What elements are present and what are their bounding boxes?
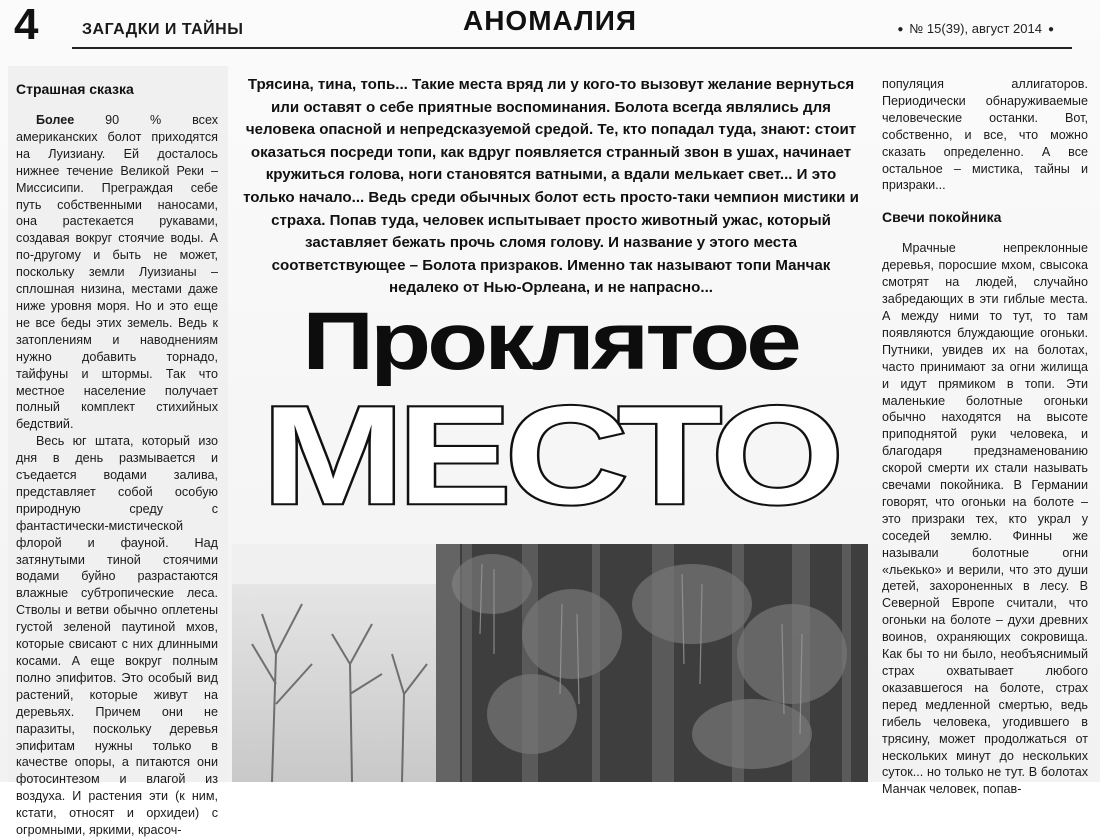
left-paragraph (16, 112, 218, 433)
right-column (872, 66, 1094, 797)
right-column-heading: Свечи покойника (882, 209, 1002, 226)
issue-number: № 15(39), август 2014 (909, 21, 1042, 36)
left-column (8, 66, 228, 838)
title-line-2: МЕСТО (262, 377, 838, 534)
swamp-photo (232, 544, 868, 782)
header-divider (72, 47, 1072, 49)
right-column-body (882, 76, 1088, 194)
left-column-body (16, 112, 218, 839)
right-paragraph-intro: популяция аллигаторов. Периодически обнаруживаемые человеческие останки. Вот, собственно, и все, что можно сказать определенно. А все остальное – мистика, тайны и призраки... (882, 77, 1088, 193)
left-column-heading: Страшная сказка (16, 81, 134, 97)
issue-info (891, 20, 1060, 39)
section-title: ЗАГАДКИ И ТАЙНЫ (82, 21, 244, 38)
article-lead: Трясина, тина, топь... Такие места вряд ли у кого-то вызовут желание вернуться или оставят о себе приятные воспоминания. Болота всегда являлись для человека опасной и непредсказуемой средой. Те, кто попадал туда, знают: стоит оказаться посреди топи, как вдруг появляется странный звон в ушах, начинает кружиться голова, ноги становятся ватными, а вдали мелькает свет... И это только начало... Ведь среди обычных болот есть просто-таки чемпион мистики и страха. Попав туда, человек испытывает просто животный ужас, который заставляет бежать прочь сломя голову. И название у этого места соответствующее – Болота призраков. Именно так называют топи Манчак недалеко от Нью-Орлеана, и не напрасно... (243, 76, 859, 297)
page-number: 4 (14, 0, 39, 49)
bullet-icon: ● (897, 24, 904, 35)
right-paragraph: Мрачные непреклонные деревья, поросшие мхом, свысока смотрят на людей, случайно забредающих в эти гиблые места. А между ними то тут, то там появляются блуждающие огоньки. Путники, увидев их на болотах, часто принимают за огни жилища и идут прямиком в топи. Эти маленькие болотные огоньки обычно находятся на высоте приподнятой руки человека, и благодаря предзнаменованию скорой смерти их стали называть свечами покойника. В Германии говорят, что огоньки на болоте – это призраки тех, кто украл у соседей землю. Финны же называли болотные огни «льекько» и верили, что это души детей, захороненных в лесу. В Северной Европе считали, что огоньки на болоте – духи древних воинов, охраняющих сокровища. Как бы то ни было, необъяснимый страх охватывает любого оказавшегося на болоте, страх перед медленной смертью, ведь гибель человека, угодившего в трясину, может продолжаться от нескольких минут до нескольких суток... но только не тут. В болотах Манчак человек, попав- (882, 241, 1088, 797)
rubric-title: АНОМАЛИЯ (462, 5, 637, 36)
drop-word: Более (36, 113, 75, 127)
page-header (0, 0, 1100, 58)
bullet-icon: ● (1047, 24, 1054, 35)
article-title (232, 286, 872, 536)
left-paragraph: Весь юг штата, который изо дня в день размывается и съедается водами залива, представляет собой особую природную среду с фантастически-мистической флорой и фауной. Над затянутыми тиной стоячими водами буйно разрастаются влажные субтропические леса. Стволы и ветви обычно оплетены густой зеленой паутиной мхов, которые свисают с них длинными косами. А еще вокруг полным полно эпифитов. Это особый вид растений, которые живут на деревьях. Причем они не паразиты, поскольку деревья эпифитам нужны только в качестве опоры, а питаются они фотосинтезом и влагой из воздуха. И растения эти (к ним, кстати, относят и орхидеи) с огромными, яркими, красоч- (16, 434, 218, 838)
right-column-body-2 (882, 240, 1088, 798)
swamp-photo-image (232, 544, 868, 782)
title-line-1: Проклятое (302, 295, 798, 388)
paragraph-text: 90 % всех американских болот приходятся на Луизиану. Ей досталось нижнее течение Великой Реки – Миссисипи. Преграждая себе путь собственными наносами, она растекается рукавами, создавая вокруг стоячие воды. А по-другому и быть не может, поскольку земли Луизианы – сплошная низина, местами даже ниже уровня моря. Но и это еще не все беды этих земель. Ведь к затоплениям и наводнениям нужно добавить торнадо, тайфуны и штормы. Так что местное население получает полный комплект стихийных бедствий. (16, 113, 218, 432)
